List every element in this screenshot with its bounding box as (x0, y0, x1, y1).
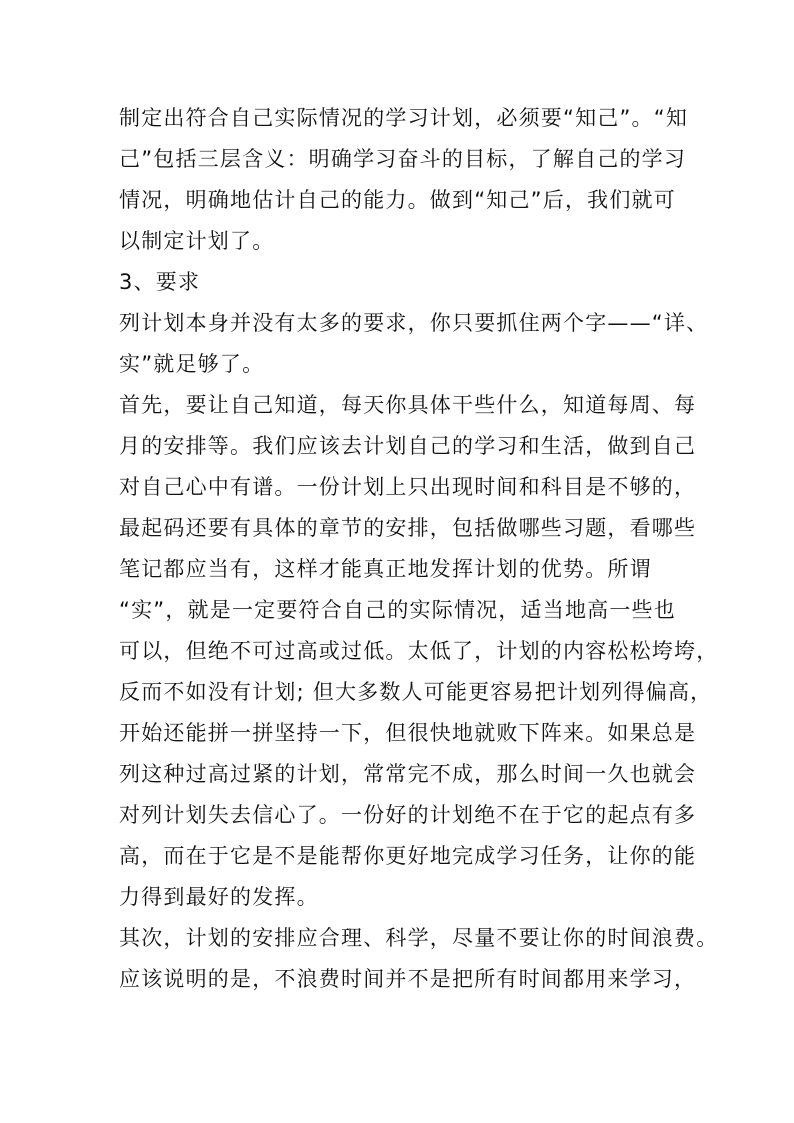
text-line: 情况，明确地估计自己的能力。做到“知己”后，我们就可 (119, 188, 676, 212)
text-line: 高，而在于它是不是能帮你更好地完成学习任务，让你的能 (119, 844, 697, 868)
text-line: 力得到最好的发挥。 (119, 885, 319, 909)
text-line: 笔记都应当有，这样才能真正地发挥计划的优势。所谓 (119, 557, 652, 581)
text-line: 以制定计划了。 (119, 229, 275, 253)
text-line: 列计划本身并没有太多的要求，你只要抓住两个字——“详、 (119, 311, 709, 335)
text-line: 可以，但绝不可过高或过低。太低了，计划的内容松松垮垮， (119, 639, 719, 663)
text-line: 实”就足够了。 (119, 352, 265, 376)
text-line: 最起码还要有具体的章节的安排，包括做哪些习题，看哪些 (119, 516, 697, 540)
text-line: 应该说明的是，不浪费时间并不是把所有时间都用来学习， (119, 967, 697, 991)
text-line: 己”包括三层含义：明确学习奋斗的目标，了解自己的学习 (119, 147, 687, 171)
text-line: 首先，要让自己知道，每天你具体干些什么，知道每周、每 (119, 393, 697, 417)
text-line: 列这种过高过紧的计划，常常完不成，那么时间一久也就会 (119, 762, 697, 786)
text-line: 反而不如没有计划; 但大多数人可能更容易把计划列得偏高， (119, 680, 713, 704)
text-line: 对列计划失去信心了。一份好的计划绝不在于它的起点有多 (119, 803, 697, 827)
section-heading: 3、要求 (119, 270, 201, 294)
text-line: 开始还能拼一拼坚持一下，但很快地就败下阵来。如果总是 (119, 721, 697, 745)
text-line: 对自己心中有谱。一份计划上只出现时间和科目是不够的， (119, 475, 697, 499)
text-line: 月的安排等。我们应该去计划自己的学习和生活，做到自己 (119, 434, 697, 458)
text-line: 制定出符合自己实际情况的学习计划，必须要“知己”。“知 (119, 106, 689, 130)
text-line: “实”，就是一定要符合自己的实际情况，适当地高一些也 (119, 598, 676, 622)
text-line: 其次，计划的安排应合理、科学，尽量不要让你的时间浪费。 (119, 926, 719, 950)
